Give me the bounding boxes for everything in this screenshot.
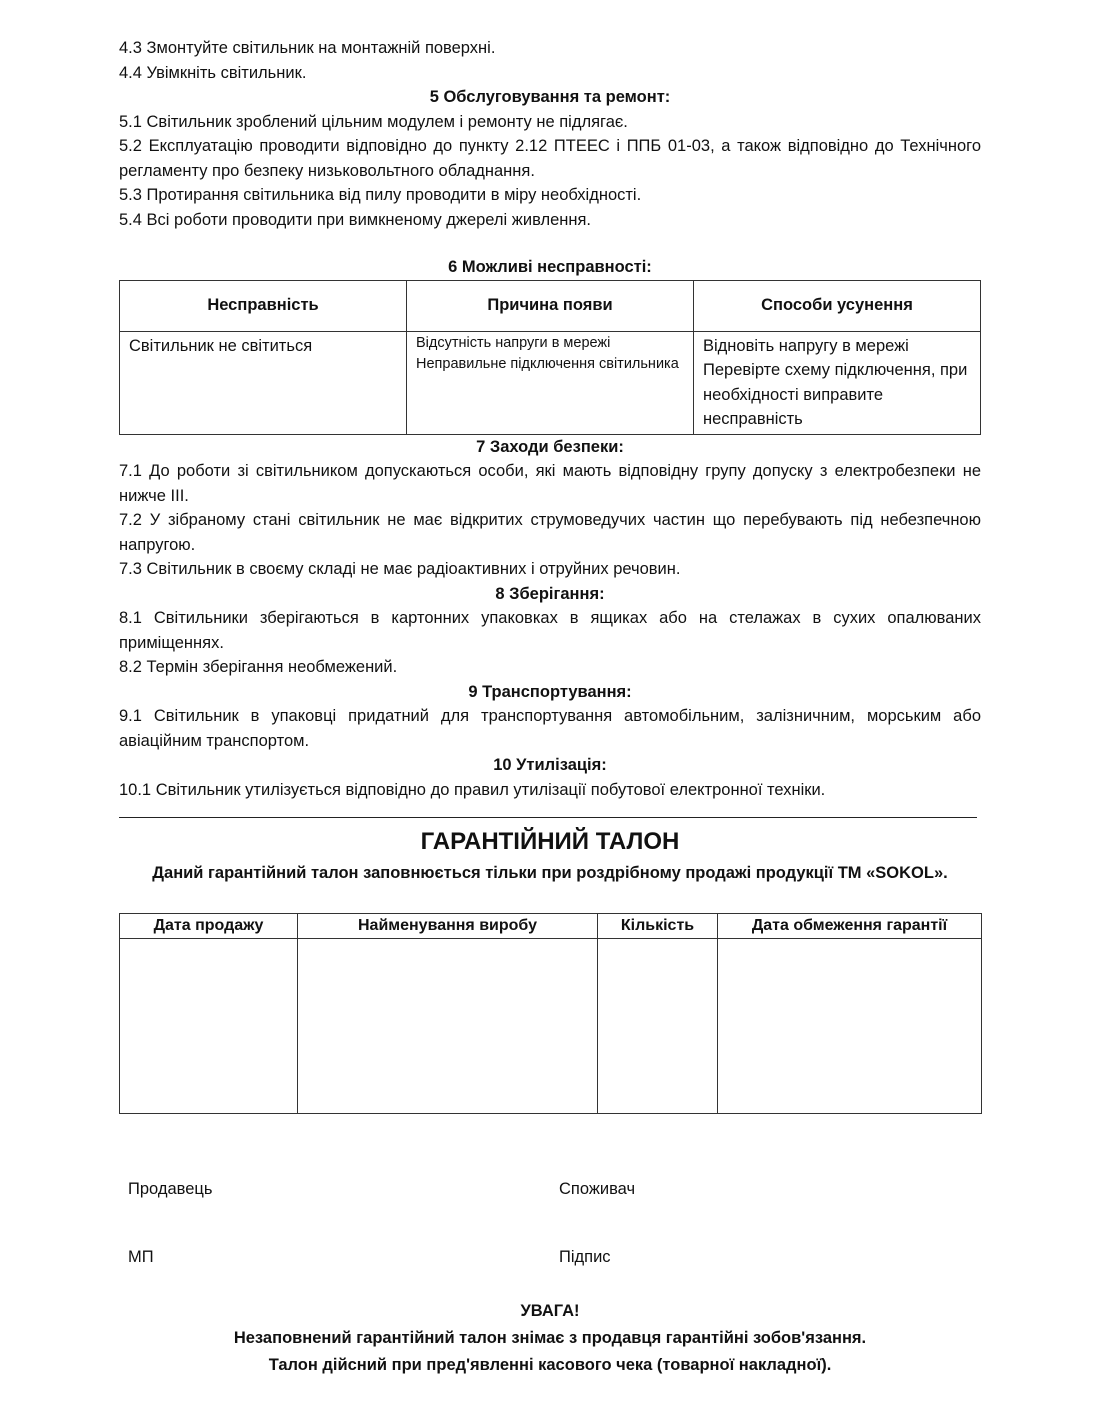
cause-line: Неправильне підключення світильника [416, 355, 679, 372]
notice-title: УВАГА! [520, 1302, 580, 1320]
col-quantity: Кількість [598, 914, 718, 939]
faults-table [119, 280, 981, 435]
warranty-entry-row [120, 939, 982, 1114]
cause-line: Відсутність напруги в мережі [416, 334, 611, 351]
item-5-3: 5.3 Протирання світильника від пилу проводити в міру необхідності. [119, 186, 642, 204]
step-4-3: 4.3 Змонтуйте світильник на монтажній поверхні. [119, 39, 496, 57]
faults-row [120, 331, 981, 434]
stamp-label: МП [128, 1248, 154, 1266]
section-6-title: 6 Можливі несправності: [448, 258, 652, 276]
signature-label: Підпис [559, 1248, 611, 1266]
item-7-3: 7.3 Світильник в своєму складі не має радіоактивних і отруйних речовин. [119, 560, 681, 578]
notice-line: Талон дійсний при пред'явленні касового чека (товарної накладної). [268, 1356, 832, 1374]
quantity-cell[interactable] [598, 939, 718, 1114]
cause-cell [407, 331, 694, 434]
remedy-line: Перевірте схему підключення, при необхідності виправите несправність [703, 361, 968, 428]
faults-col-remedy: Способи усунення [694, 280, 981, 331]
notice-line: Незаповнений гарантійний талон знімає з продавця гарантійні зобов'язання. [233, 1329, 867, 1347]
warranty-header-row [120, 914, 982, 939]
section-8-title: 8 Зберігання: [495, 584, 605, 603]
consumer-label: Споживач [559, 1180, 636, 1198]
item-8-1: 8.1 Світильники зберігаються в картонних упаковках в ящиках або на стелажах в сухих опалюваних приміщеннях. [119, 609, 981, 652]
section-9-title: 9 Транспортування: [468, 682, 632, 701]
item-5-4: 5.4 Всі роботи проводити при вимкненому джерелі живлення. [119, 210, 591, 229]
fault-cell: Світильник не світиться [120, 331, 407, 434]
step-4-4: 4.4 Увімкніть світильник. [119, 63, 307, 82]
section-10-title: 10 Утилізація: [493, 756, 607, 774]
warranty-title: ГАРАНТІЙНИЙ ТАЛОН [420, 828, 680, 855]
warranty-table [119, 913, 982, 1114]
notice-block [119, 1298, 981, 1379]
product-name-cell[interactable] [298, 939, 598, 1114]
separator-line [119, 817, 977, 818]
item-8-2: 8.2 Термін зберігання необмежений. [119, 658, 398, 676]
warranty-end-cell[interactable] [718, 939, 982, 1114]
remedy-line: Відновіть напругу в мережі [703, 336, 909, 355]
faults-col-fault: Несправність [120, 280, 407, 331]
sale-date-cell[interactable] [120, 939, 298, 1114]
section-7-title: 7 Заходи безпеки: [476, 437, 624, 456]
col-product-name: Найменування виробу [298, 914, 598, 939]
item-5-2: 5.2 Експлуатацію проводити відповідно до пункту 2.12 ПТЕЕС і ППБ 01-03, а також відповідно до Технічного регламенту про безпеку низьковольтного обладнання. [119, 137, 981, 180]
section-5-title: 5 Обслуговування та ремонт: [429, 88, 671, 106]
document-page [119, 36, 981, 1114]
col-sale-date: Дата продажу [120, 914, 298, 939]
col-warranty-end: Дата обмеження гарантії [718, 914, 982, 939]
item-5-1: 5.1 Світильник зроблений цільним модулем і ремонту не підлягає. [119, 112, 628, 131]
item-7-2: 7.2 У зібраному стані світильник не має відкритих струмоведучих частин що перебувають під небезпечною напругою. [119, 511, 981, 554]
remedy-cell [694, 331, 981, 434]
seller-label: Продавець [128, 1180, 213, 1198]
faults-col-cause: Причина появи [407, 280, 694, 331]
warranty-subtitle: Даний гарантійний талон заповнюється тільки при роздрібному продажі продукції ТМ «SOKOL». [152, 864, 948, 882]
item-7-1: 7.1 До роботи зі світильником допускаються особи, які мають відповідну групу допуску з електробезпеки не нижче ІІІ. [119, 462, 981, 505]
faults-header-row [120, 280, 981, 331]
item-9-1: 9.1 Світильник в упаковці придатний для транспортування автомобільним, залізничним, морським або авіаційним транспортом. [119, 707, 981, 750]
item-10-1: 10.1 Світильник утилізується відповідно до правил утилізації побутової електронної техніки. [119, 780, 826, 799]
